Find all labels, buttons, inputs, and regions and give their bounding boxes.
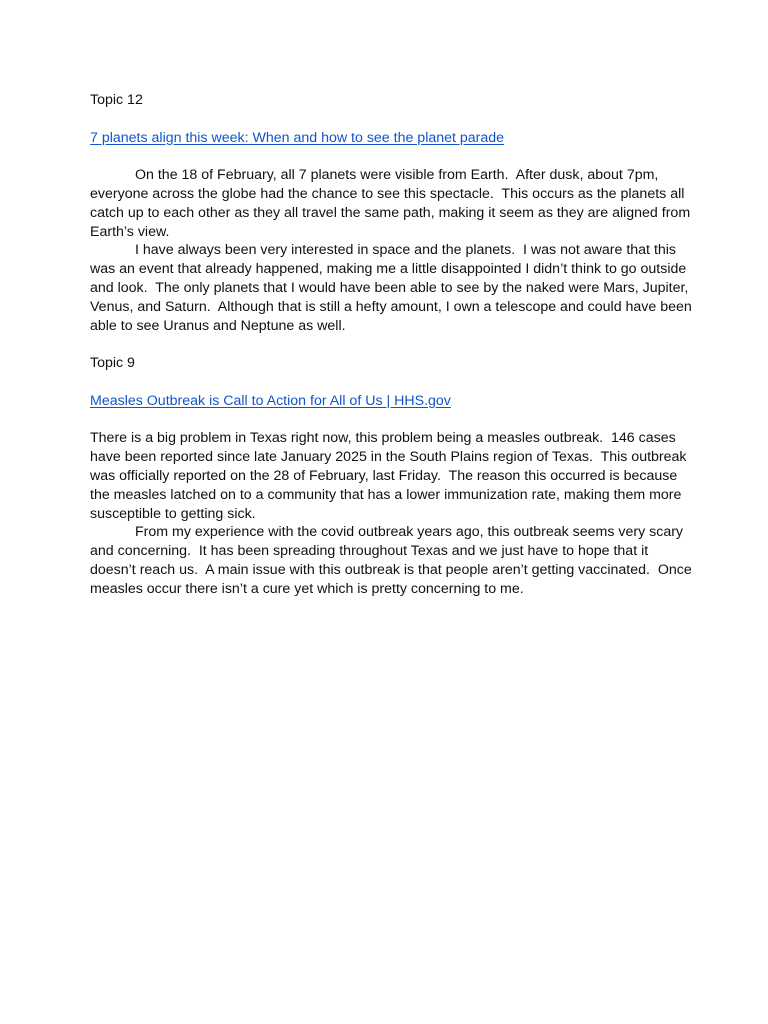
- paragraph-line: On the 18 of February, all 7 planets were visible from Earth. After dusk, about 7pm,: [135, 167, 659, 184]
- paragraph-line: everyone across the globe had the chance to see this spectacle. This occurs as the planets all: [90, 185, 685, 202]
- paragraph-line: was an event that already happened, making me a little disappointed I didn’t think to go outside: [90, 261, 687, 278]
- paragraph-line: There is a big problem in Texas right now, this problem being a measles outbreak. 146 cases: [90, 430, 676, 447]
- spacer: [90, 335, 680, 354]
- section-heading-topic-9: Topic 9: [90, 355, 135, 372]
- section-heading-topic-12: Topic 12: [90, 92, 143, 108]
- paragraph-line: able to see Uranus and Neptune as well.: [90, 317, 346, 334]
- paragraph-planets-2: [90, 241, 692, 335]
- paragraph-measles-2: [90, 523, 692, 598]
- article-link-measles-outbreak[interactable]: Measles Outbreak is Call to Action for All of Us | HHS.gov: [90, 392, 451, 409]
- paragraph-line: have been reported since late January 2025 in the South Plains region of Texas. This outbreak: [90, 449, 687, 466]
- spacer: [90, 147, 680, 166]
- paragraph-line: catch up to each other as they all travel the same path, making it seem as they are aligned from: [90, 204, 691, 221]
- paragraph-measles-1: [90, 429, 687, 523]
- spacer: [90, 411, 680, 430]
- spacer: [90, 110, 680, 129]
- paragraph-line: was officially reported on the 28 of February, last Friday. The reason this occurred is because: [90, 467, 678, 484]
- paragraph-line: I have always been very interested in space and the planets. I was not aware that this: [135, 242, 677, 259]
- paragraph-line: and look. The only planets that I would have been able to see by the naked were Mars, Jupiter,: [90, 279, 689, 296]
- paragraph-line: Earth’s view.: [90, 223, 170, 240]
- article-link-planet-parade[interactable]: 7 planets align this week: When and how to see the planet parade: [90, 129, 505, 146]
- paragraph-line: and concerning. It has been spreading throughout Texas and we just have to hope that it: [90, 543, 649, 560]
- paragraph-line: measles occur there isn’t a cure yet which is pretty concerning to me.: [90, 580, 524, 597]
- paragraph-line: doesn’t reach us. A main issue with this outbreak is that people aren’t getting vaccinated. Once: [90, 561, 692, 578]
- paragraph-line: susceptible to getting sick.: [90, 505, 256, 522]
- document-page: [90, 91, 692, 599]
- spacer: [90, 373, 680, 392]
- paragraph-line: Venus, and Saturn. Although that is still a hefty amount, I own a telescope and could have been: [90, 298, 692, 315]
- paragraph-line: the measles latched on to a community that has a lower immunization rate, making them more: [90, 486, 682, 503]
- paragraph-line: From my experience with the covid outbreak years ago, this outbreak seems very scary: [135, 524, 684, 541]
- paragraph-planets-1: [90, 166, 691, 241]
